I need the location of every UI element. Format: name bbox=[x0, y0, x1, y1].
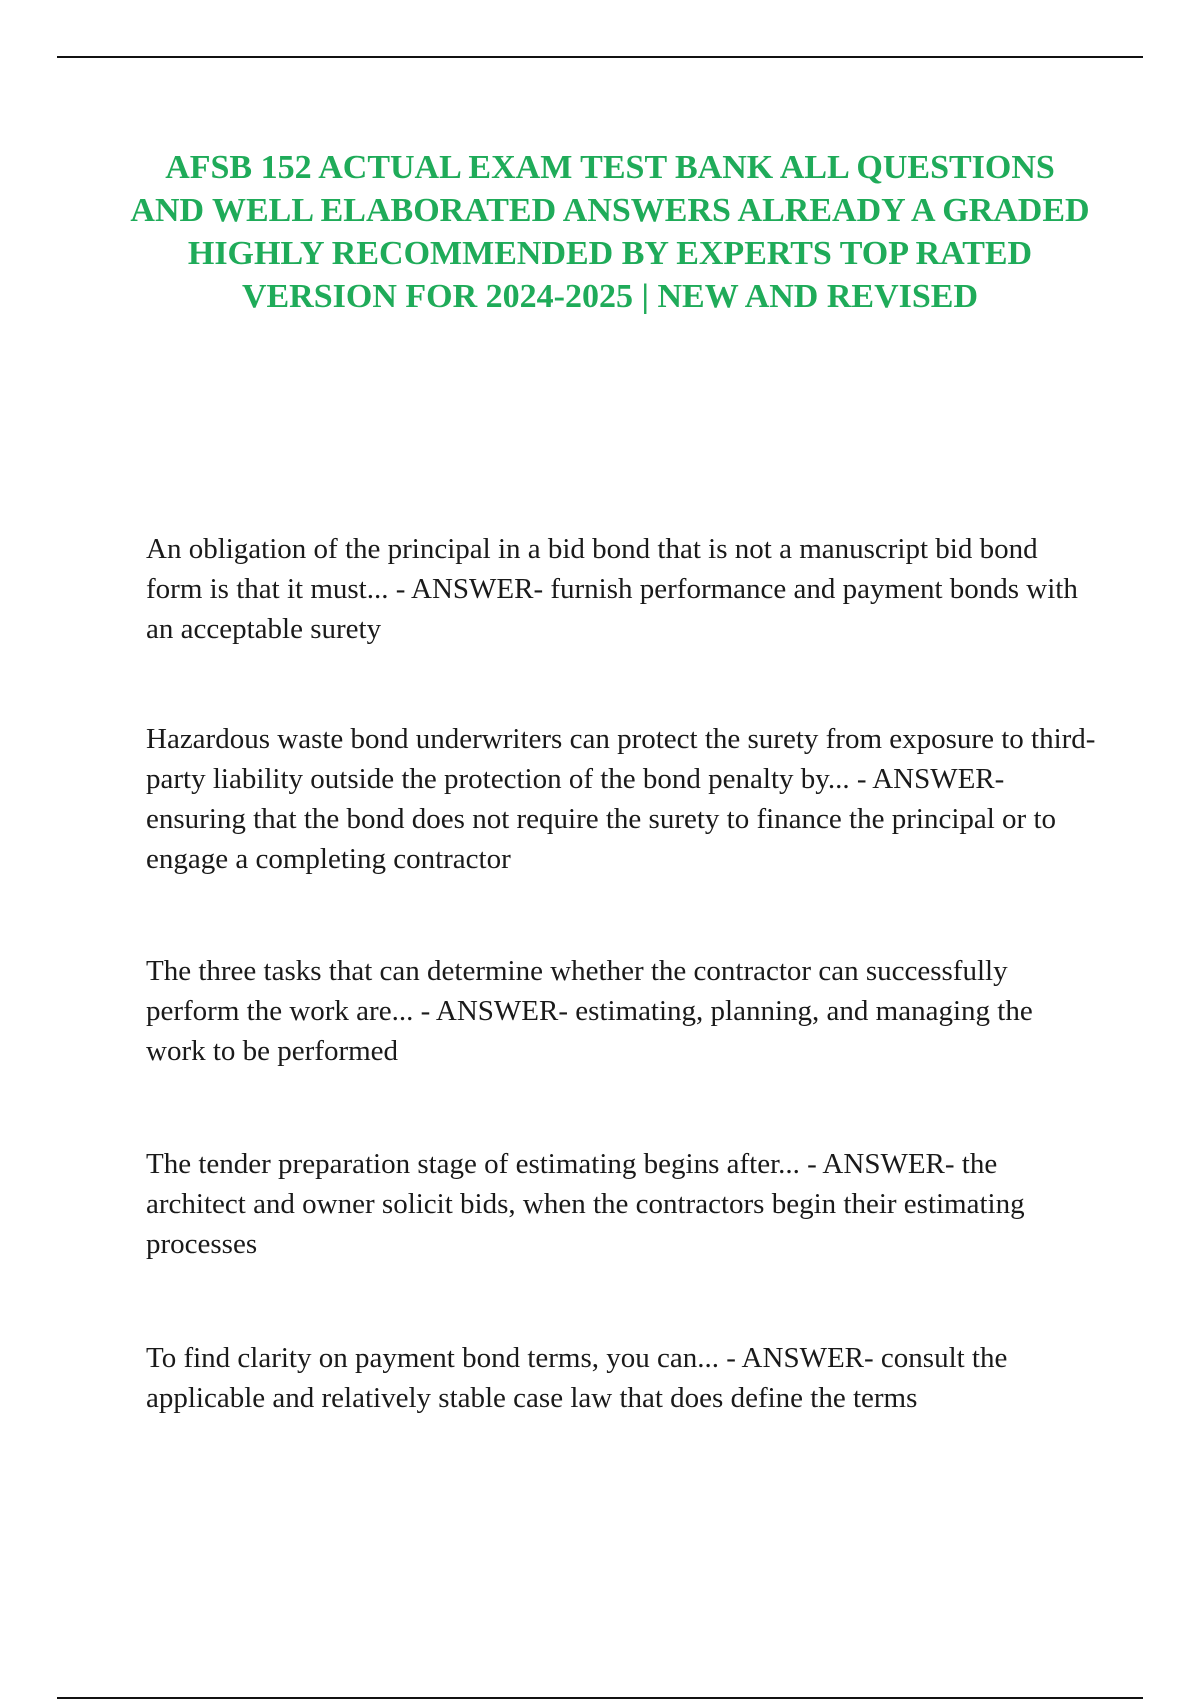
qa-item: The tender preparation stage of estimating begins after... - ANSWER- the architect and owner solicit bids, when the contractors begin their estimating processes bbox=[146, 1148, 1025, 1260]
qa-item: The three tasks that can determine whether the contractor can successfully perform the work are... - ANSWER- estimating, planning, and managing the work to be performed bbox=[146, 955, 1033, 1067]
qa-item: An obligation of the principal in a bid bond that is not a manuscript bid bond form is that it must... - ANSWER- furnish performance and payment bonds with an acceptable surety bbox=[146, 533, 1078, 645]
top-rule bbox=[57, 56, 1143, 58]
qa-item: Hazardous waste bond underwriters can protect the surety from exposure to third-party liability outside the protection of the bond penalty by... - ANSWER- ensuring that the bond does not require the surety to finance the principal or to engage a completing contractor bbox=[146, 723, 1096, 875]
qa-item: To find clarity on payment bond terms, you can... - ANSWER- consult the applicable and relatively stable case law that does define the terms bbox=[146, 1342, 1008, 1414]
bottom-rule bbox=[57, 1697, 1143, 1699]
qa-list bbox=[146, 529, 1096, 1488]
document-title: AFSB 152 ACTUAL EXAM TEST BANK ALL QUESTIONS AND WELL ELABORATED ANSWERS ALREADY A GRADED HIGHLY RECOMMENDED BY EXPERTS TOP RATED VERSION FOR 2024-2025 | NEW AND REVISED bbox=[130, 149, 1090, 315]
